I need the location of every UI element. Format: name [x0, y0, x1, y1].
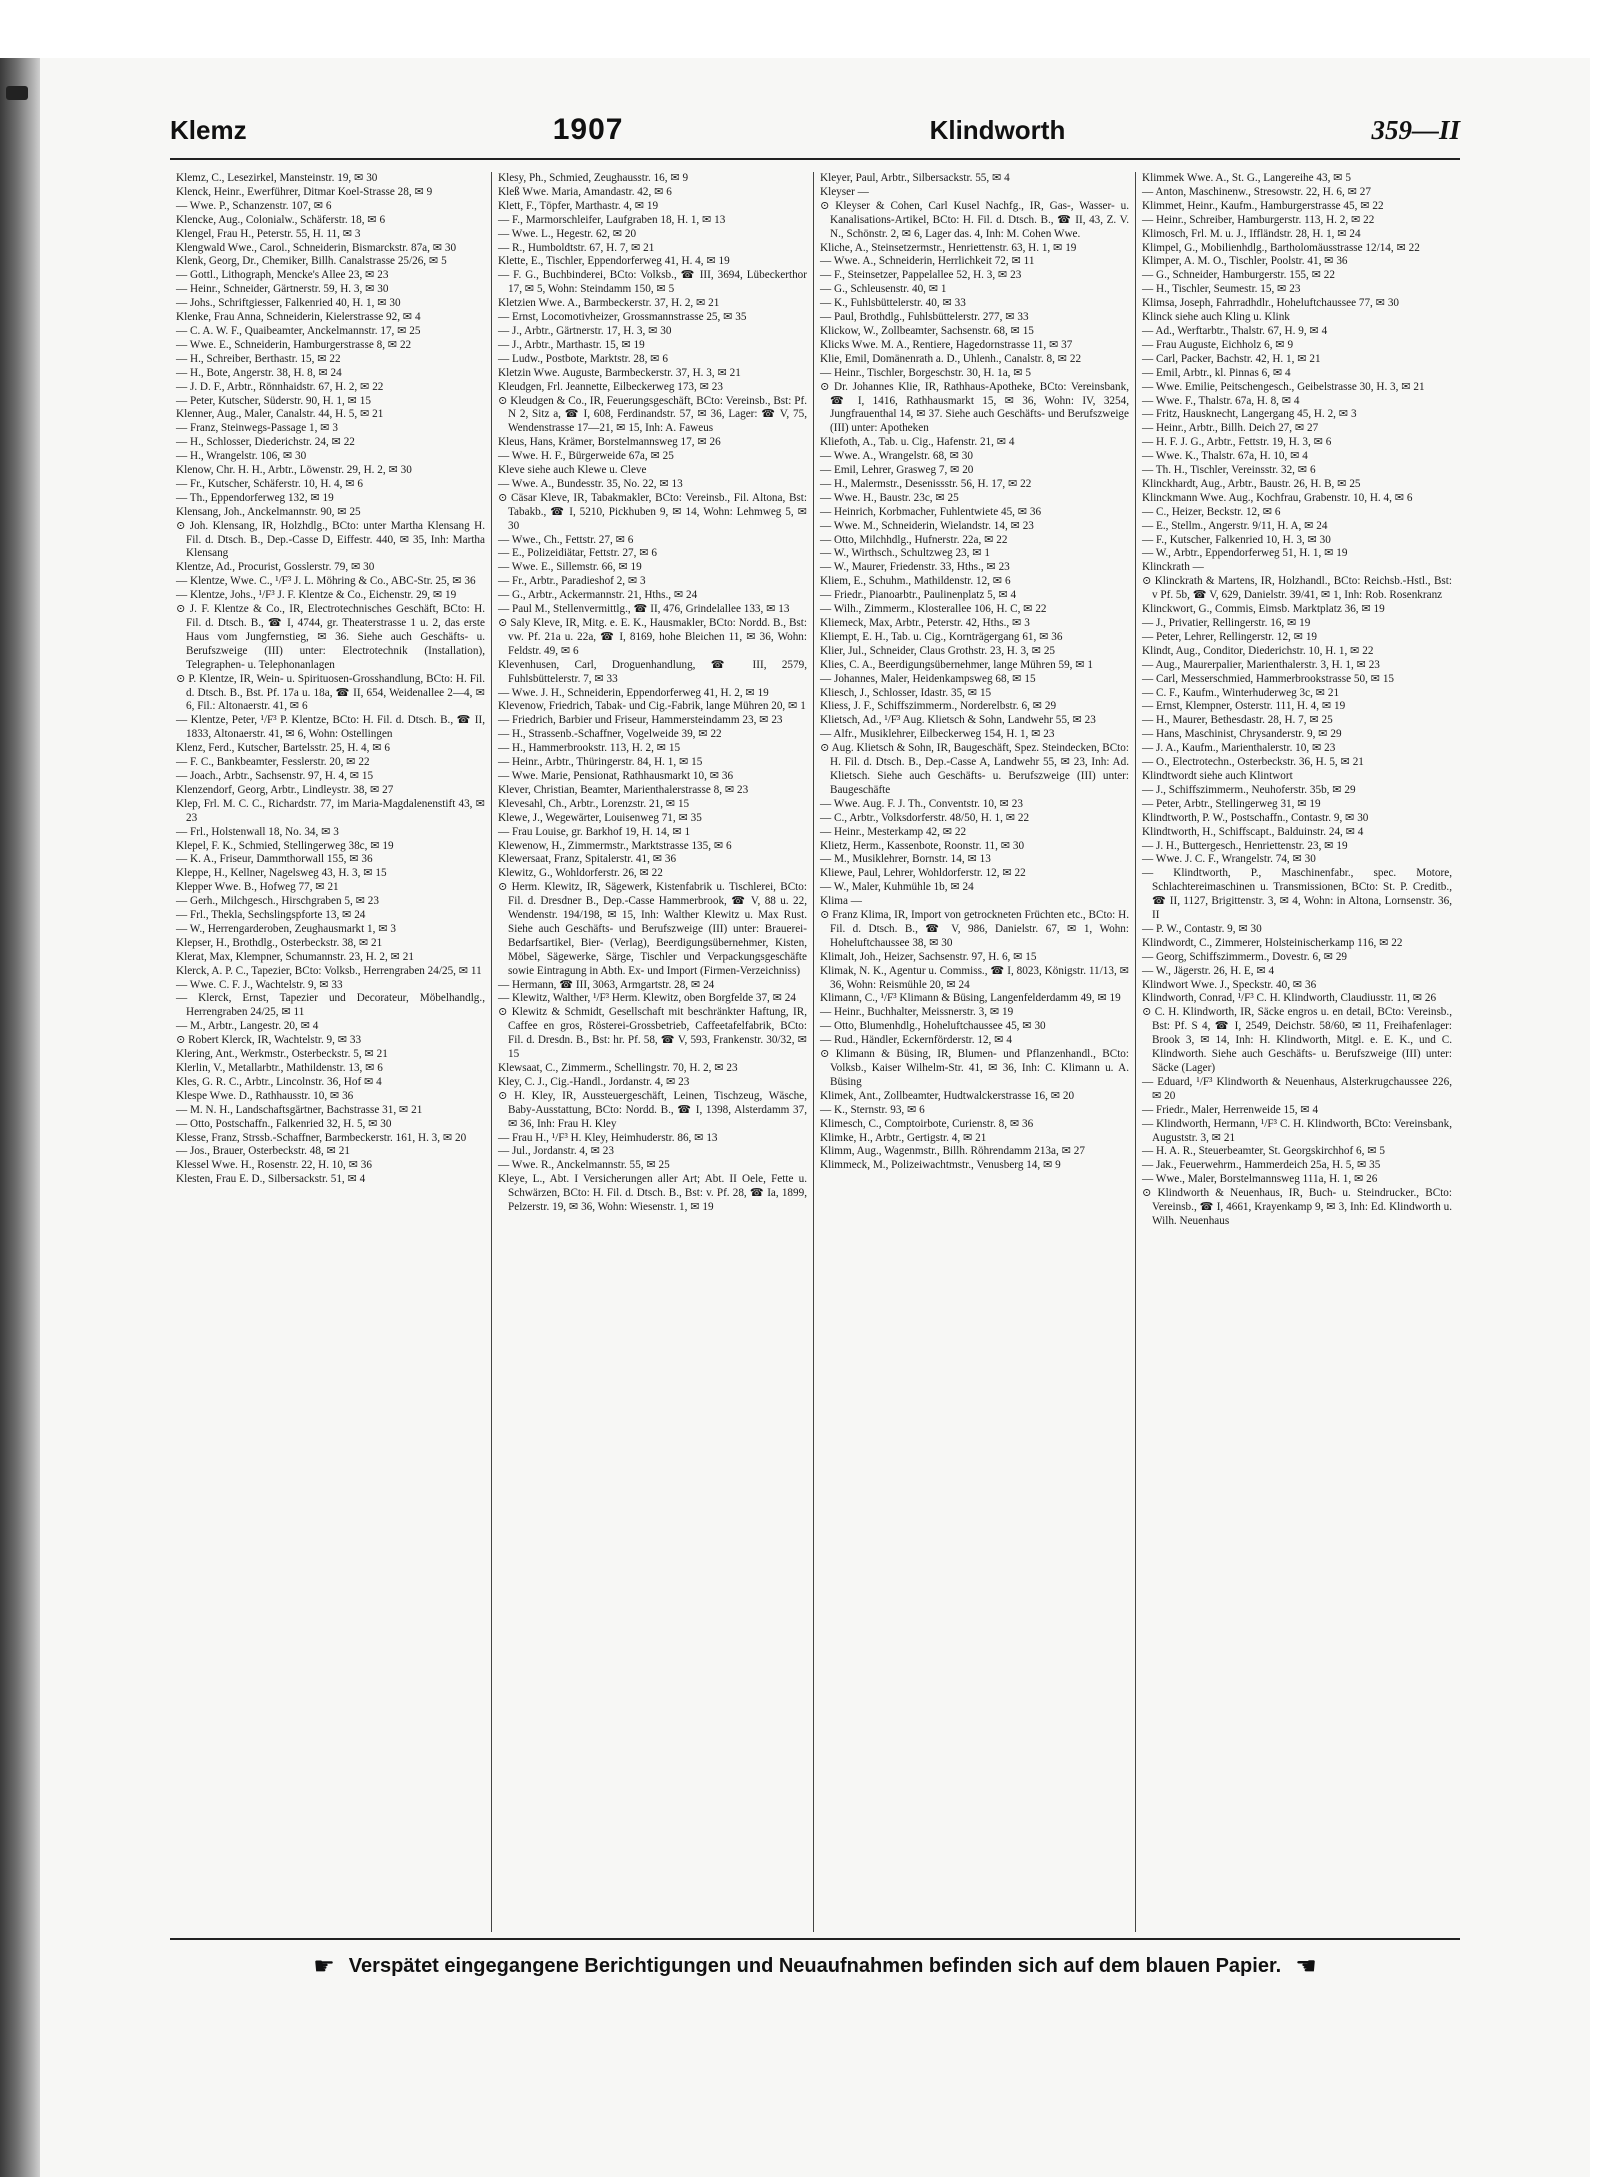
directory-entry: — J. D. F., Arbtr., Rönnhaidstr. 67, H. 2, ✉ 22	[176, 380, 384, 393]
column-4	[1136, 172, 1458, 1932]
directory-entry: Klensang, Joh., Anckelmannstr. 90, ✉ 25	[176, 505, 361, 518]
directory-entry: Klencke, Aug., Colonialw., Schäferstr. 18, ✉ 6	[176, 213, 386, 226]
directory-entry: ⊙ Herm. Klewitz, IR, Sägewerk, Kistenfabrik u. Tischlerei, BCto: Fil. d. Dresdner B., Dep.-Casse Hammerbrook, ☎ V, 88 u. 22, Wendenstr. 194/198, ✉ 15, Inh: Walther Klewitz u. Max Rust. Siehe auch Geschäfts- und Berufszweige (III) unter: Brauerei-Bedarfsartikel, Bier- (Verlag), Beerdigungsübernehmer, Kisten, Möbel, Sägewerke, Särge, Tischler und Verpackungsgeschäfte sowie Eintragung in Abth. Ex- und Import (Firmen-Verzeichniss)	[498, 881, 807, 977]
directory-entry: Klenner, Aug., Maler, Canalstr. 44, H. 5, ✉ 21	[176, 408, 384, 421]
directory-entry: Klicks Wwe. M. A., Rentiere, Hagedornstrasse 11, ✉ 37	[820, 338, 1073, 351]
directory-entry: — Wilh., Zimmerm., Klosterallee 106, H. C, ✉ 22	[820, 603, 1047, 616]
directory-entry: Klindwordt, C., Zimmerer, Holsteinischerkamp 116, ✉ 22	[1142, 936, 1403, 949]
directory-entry: — Gottl., Lithograph, Mencke's Allee 23, ✉ 23	[176, 269, 389, 282]
directory-entry: — Klerck, Ernst, Tapezier und Decorateur, Möbelhandlg., Herrengraben 24/25, ✉ 11	[176, 992, 485, 1019]
directory-entry: — Heinr., Schreiber, Hamburgerstr. 113, H. 2, ✉ 22	[1142, 213, 1375, 226]
page-number: 359—II	[1371, 114, 1460, 145]
directory-entry: Klette, E., Tischler, Eppendorferweg 41, H. 4, ✉ 19	[498, 255, 730, 268]
directory-entry: — Klindtworth, P., Maschinenfabr., spec. Motore, Schlachtereimaschinen u. Transmissionen, BCto: St. P. Creditb., ☎ II, 1127, Brigittenstr. 3, ✉ 4, Wohn: in Altona, Lornsenstr. 36, II	[1142, 867, 1452, 922]
header-rule	[170, 158, 1460, 160]
directory-entry: — H. F. J. G., Arbtr., Fettstr. 19, H. 3, ✉ 6	[1142, 436, 1332, 449]
scan-edge	[0, 58, 40, 2177]
pointing-hand-icon-right: ☚	[1295, 1952, 1317, 1980]
directory-entry: Klindt, Aug., Conditor, Diederichstr. 10, H. 1, ✉ 22	[1142, 644, 1374, 657]
directory-entry: — Fr., Kutscher, Schäferstr. 10, H. 4, ✉ 6	[176, 477, 363, 490]
directory-entry: Klenz, Ferd., Kutscher, Bartelsstr. 25, H. 4, ✉ 6	[176, 742, 390, 755]
directory-entry: Klerlin, V., Metallarbtr., Mathildenstr. 13, ✉ 6	[176, 1062, 383, 1074]
directory-entry: Kleyser —	[820, 185, 869, 198]
directory-entry: ⊙ C. H. Klindworth, IR, Säcke engros u. en detail, BCto: Vereinsb., Bst: Pf. S 4, ☎ I, 2549, Deichstr. 58/60, ✉ 11, Freihafenlager: Brook 3, ✉ 14, Inh: H. Klindworth, Mitgl. e. E. K., und C. Klindworth. Siehe auch Geschäfts- u. Berufszweige (III) unter: Säcke (Lager)	[1142, 1006, 1452, 1074]
directory-entry: Kleye, L., Abt. I Versicherungen aller Art; Abt. II Oele, Fette u. Schwärzen, BCto: H. Fil. d. Dtsch. B., Bst: v. Pf. 28, ☎ Ia, 1899, Pelzerstr. 19, ✉ 36, Wohn: Wiesenstr. 1, ✉ 19	[498, 1173, 807, 1214]
binding-mark	[6, 86, 28, 100]
directory-entry: — Eduard, ¹/F³ Klindworth & Neuenhaus, Alsterkrugchaussee 226, ✉ 20	[1142, 1075, 1452, 1102]
directory-entry: Klenzendorf, Georg, Arbtr., Lindleystr. 38, ✉ 27	[176, 783, 394, 796]
directory-entry: — R., Humboldtstr. 67, H. 7, ✉ 21	[498, 241, 655, 254]
directory-entry: Klickow, W., Zollbeamter, Sachsenstr. 68, ✉ 15	[820, 324, 1034, 337]
directory-entry: — Paul M., Stellenvermittlg., ☎ II, 476, Grindelallee 133, ✉ 13	[498, 603, 790, 616]
directory-entry: Klevesahl, Ch., Arbtr., Lorenzstr. 21, ✉ 15	[498, 797, 690, 810]
directory-entry: Klimek, Ant., Zollbeamter, Hudtwalckerstrasse 16, ✉ 20	[820, 1089, 1075, 1102]
directory-entry: Kleve siehe auch Klewe u. Cleve	[498, 464, 647, 477]
directory-entry: — Wwe. J. H., Schneiderin, Eppendorferweg 41, H. 2, ✉ 19	[498, 686, 769, 699]
directory-entry: — H., Schreiber, Berthastr. 15, ✉ 22	[176, 352, 341, 365]
directory-entry: Kleudgen, Frl. Jeannette, Eilbeckerweg 173, ✉ 23	[498, 380, 723, 393]
directory-entry: — M. N. H., Landschaftsgärtner, Bachstrasse 31, ✉ 21	[176, 1103, 423, 1116]
directory-entry: Klimper, A. M. O., Tischler, Poolstr. 41, ✉ 36	[1142, 255, 1348, 268]
directory-entry: — Wwe. A., Wrangelstr. 68, ✉ 30	[820, 450, 973, 463]
directory-entry: Klengwald Wwe., Carol., Schneiderin, Bismarckstr. 87a, ✉ 30	[176, 241, 457, 254]
directory-entry: Klenke, Frau Anna, Schneiderin, Kielerstrasse 92, ✉ 4	[176, 311, 421, 324]
directory-entry: Kles, G. R. C., Arbtr., Lincolnstr. 36, Hof ✉ 4	[176, 1075, 382, 1088]
directory-entry: Klie, Emil, Domänenrath a. D., Uhlenh., Canalstr. 8, ✉ 22	[820, 352, 1082, 365]
directory-entry: — Emil, Arbtr., kl. Pinnas 6, ✉ 4	[1142, 366, 1291, 379]
directory-entry: — Wwe. L., Hegestr. 62, ✉ 20	[498, 227, 637, 240]
directory-entry: — Aug., Maurerpalier, Marienthalerstr. 3, H. 1, ✉ 23	[1142, 658, 1380, 671]
directory-entry: — F. G., Buchbinderei, BCto: Volksb., ☎ III, 3694, Lübeckerthor 17, ✉ 5, Wohn: Steindamm 150, ✉ 5	[498, 269, 807, 296]
directory-entry: — W., Wirthsch., Schultzweg 23, ✉ 1	[820, 547, 990, 560]
directory-entry: Klentze, Ad., Procurist, Gosslerstr. 79, ✉ 30	[176, 561, 375, 574]
directory-entry: — J., Arbtr., Gärtnerstr. 17, H. 3, ✉ 30	[498, 324, 672, 337]
directory-entry: — Jos., Brauer, Osterbeckstr. 48, ✉ 21	[176, 1145, 350, 1158]
directory-entry: ⊙ Saly Kleve, IR, Mitg. e. E. K., Hausmakler, BCto: Nordd. B., Bst: vw. Pf. 21a u. 22a, ☎ I, 8169, hohe Bleichen 11, ✉ 36, Wohn: Feldstr. 49, ✉ 6	[498, 617, 807, 657]
directory-entry: ⊙ Franz Klima, IR, Import von getrockneten Früchten etc., BCto: H. Fil. d. Dtsch. B., ☎ V, 986, Danielstr. 67, ✉ 1, Wohn: Hoheluftchaussee 38, ✉ 30	[820, 909, 1129, 949]
directory-entry: — J., Arbtr., Marthastr. 15, ✉ 19	[498, 338, 645, 351]
directory-entry: — Friedr., Maler, Herrenweide 15, ✉ 4	[1142, 1103, 1319, 1116]
column-2	[492, 172, 814, 1932]
directory-entry: — K., Sternstr. 93, ✉ 6	[820, 1103, 925, 1116]
directory-entry: — Wwe., Maler, Borstelmannsweg 111a, H. 1, ✉ 26	[1142, 1173, 1378, 1186]
directory-entry: Klespe Wwe. D., Rathhausstr. 10, ✉ 36	[176, 1089, 354, 1102]
directory-entry: Kliefoth, A., Tab. u. Cig., Hafenstr. 21, ✉ 4	[820, 436, 1015, 449]
directory-entry: Kliempt, E. H., Tab. u. Cig., Kornträgergang 61, ✉ 36	[820, 630, 1063, 643]
directory-entry: Klewsaat, C., Zimmerm., Schellingstr. 70, H. 2, ✉ 23	[498, 1062, 738, 1074]
directory-entry: Klimke, H., Arbtr., Gertigstr. 4, ✉ 21	[820, 1131, 987, 1144]
directory-entry: Kleyer, Paul, Arbtr., Silbersackstr. 55, ✉ 4	[820, 172, 1010, 184]
directory-entry: ⊙ Klewitz & Schmidt, Gesellschaft mit beschränkter Haftung, IR, Caffee en gros, Rösterei-Grossbetrieb, Caffeetafelfabrik, BCto: Fil. d. Dresdn. B., Bst: hr. Pf. 58, ☎ V, 593, Frankenstr. 30/32, ✉ 15	[498, 1006, 807, 1061]
directory-entry: ⊙ Klindworth & Neuenhaus, IR, Buch- u. Steindrucker., BCto: Vereinsb., ☎ I, 4661, Krayenkamp 9, ✉ 3, Inh: Ed. Klindworth u. Wilh. Neuenhaus	[1142, 1187, 1452, 1227]
directory-entry: Klimpel, G., Mobilienhdlg., Bartholomäusstrasse 12/14, ✉ 22	[1142, 241, 1420, 254]
directory-entry: — Th., Eppendorferweg 132, ✉ 19	[176, 491, 334, 504]
directory-entry: — H., Strassenb.-Schaffner, Vogelweide 39, ✉ 22	[498, 728, 722, 741]
directory-entry: — W., Arbtr., Eppendorferweg 51, H. 1, ✉ 19	[1142, 547, 1348, 560]
directory-entry: Kleppe, H., Kellner, Nagelsweg 43, H. 3, ✉ 15	[176, 867, 387, 880]
directory-entry: — Carl, Packer, Bachstr. 42, H. 1, ✉ 21	[1142, 352, 1321, 365]
directory-entry: — Fr., Arbtr., Paradieshof 2, ✉ 3	[498, 575, 646, 588]
directory-entry: — G., Schneider, Hamburgerstr. 155, ✉ 22	[1142, 269, 1335, 282]
directory-entry: Klesse, Franz, Strssb.-Schaffner, Barmbeckerstr. 161, H. 3, ✉ 20	[176, 1131, 467, 1144]
directory-entry: — F., Steinsetzer, Pappelallee 52, H. 3, ✉ 23	[820, 269, 1022, 282]
directory-entry: — H., Schlosser, Diederichstr. 24, ✉ 22	[176, 436, 355, 449]
directory-entry: — Jul., Jordanstr. 4, ✉ 23	[498, 1145, 614, 1158]
directory-entry: ⊙ Robert Klerck, IR, Wachtelstr. 9, ✉ 33	[176, 1034, 362, 1047]
directory-entry: — Joach., Arbtr., Sachsenstr. 97, H. 4, ✉ 15	[176, 769, 374, 782]
directory-entry: — Heinr., Schneider, Gärtnerstr. 59, H. 3, ✉ 30	[176, 283, 389, 296]
directory-entry: Klimann, C., ¹/F³ Klimann & Büsing, Langenfelderdamm 49, ✉ 19	[820, 992, 1121, 1005]
directory-entry: — H., Hammerbrookstr. 113, H. 2, ✉ 15	[498, 742, 681, 755]
directory-entry: — Wwe. A., Schneiderin, Herrlichkeit 72, ✉ 11	[820, 255, 1035, 268]
directory-entry: Kliche, A., Steinsetzermstr., Henriettenstr. 63, H. 1, ✉ 19	[820, 241, 1077, 254]
directory-entry: — Klentze, Peter, ¹/F³ P. Klentze, BCto: H. Fil. d. Dtsch. B., ☎ II, 1833, Altonaerstr. 41, ✉ 6, Wohn: Ostellingen	[176, 714, 485, 741]
directory-entry: — Otto, Blumenhdlg., Hoheluftchaussee 45, ✉ 30	[820, 1020, 1046, 1033]
directory-entry: — Wwe. E., Sillemstr. 66, ✉ 19	[498, 561, 642, 574]
directory-entry: Klepser, H., Brothdlg., Osterbeckstr. 38, ✉ 21	[176, 936, 383, 949]
directory-entry: — Rud., Händler, Eckernförderstr. 12, ✉ 4	[820, 1034, 1012, 1047]
directory-entry: ⊙ Kleyser & Cohen, Carl Kusel Nachfg., IR, Gas-, Wasser- u. Kanalisations-Artikel, BCto: H. Fil. d. Dtsch. B., ☎ II, 43, Z. V. N., Schönstr. 2, ✉ 6, Lager das. 4, Inh: M. Cohen Wwe.	[820, 199, 1129, 240]
directory-entry: Klewe, J., Wegewärter, Louisenweg 71, ✉ 35	[498, 811, 702, 824]
directory-entry: Klessel Wwe. H., Rosenstr. 22, H. 10, ✉ 36	[176, 1159, 372, 1172]
column-3	[814, 172, 1136, 1932]
directory-entry: — W., Herrengarderoben, Zeughausmarkt 1, ✉ 3	[176, 922, 397, 935]
directory-entry: — Ernst, Locomotivheizer, Grossmannstrasse 25, ✉ 35	[498, 311, 747, 324]
directory-entry: — Fritz, Hausknecht, Langergang 45, H. 2, ✉ 3	[1142, 408, 1357, 421]
directory-entry: — Wwe. Aug. F. J. Th., Conventstr. 10, ✉ 23	[820, 797, 1023, 810]
directory-entry: — Frau Louise, gr. Barkhof 19, H. 14, ✉ 1	[498, 825, 691, 838]
directory-entry: — Klentze, Wwe. C., ¹/F³ J. L. Möhring & Co., ABC-Str. 25, ✉ 36	[176, 575, 476, 588]
directory-entry: — J. H., Buttergesch., Henriettenstr. 23, ✉ 19	[1142, 839, 1348, 852]
directory-entry: — Wwe. K., Thalstr. 67a, H. 10, ✉ 4	[1142, 450, 1308, 463]
directory-entry: Klies, C. A., Beerdigungsübernehmer, lange Mühren 59, ✉ 1	[820, 658, 1094, 671]
directory-entry: — Friedr., Pianoarbtr., Paulinenplatz 5, ✉ 4	[820, 589, 1017, 602]
directory-entry: — M., Musiklehrer, Bornstr. 14, ✉ 13	[820, 853, 991, 866]
directory-entry: Klinckhardt, Aug., Arbtr., Baustr. 26, H. B, ✉ 25	[1142, 477, 1361, 490]
directory-entry: Klengel, Frau H., Peterstr. 55, H. 11, ✉ 3	[176, 227, 361, 240]
footer-text: Verspätet eingegangene Berichtigungen und Neuaufnahmen befinden sich auf dem blauen Papier.	[348, 1954, 1282, 1977]
directory-entry: Klenk, Georg, Dr., Chemiker, Billh. Canalstrasse 25/26, ✉ 5	[176, 255, 447, 268]
directory-entry: Kleß Wwe. Maria, Amandastr. 42, ✉ 6	[498, 185, 672, 198]
directory-entry: — Hermann, ☎ III, 3063, Armgartstr. 28, ✉ 24	[498, 978, 715, 991]
directory-entry: — K., Fuhlsbüttelerstr. 40, ✉ 33	[820, 297, 966, 310]
directory-entry: Klimesch, C., Comptoirbote, Curienstr. 8, ✉ 36	[820, 1117, 1034, 1130]
directory-entry: — C. A. W. F., Quaibeamter, Anckelmannstr. 17, ✉ 25	[176, 324, 421, 337]
directory-entry: Klinckrath —	[1142, 561, 1204, 574]
directory-entry: — Wwe. Emilie, Peitschengesch., Geibelstrasse 30, H. 3, ✉ 21	[1142, 380, 1425, 393]
directory-entry: — Wwe. H., Baustr. 23c, ✉ 25	[820, 491, 959, 504]
directory-entry: — Hans, Maschinist, Chrysanderstr. 9, ✉ 29	[1142, 728, 1342, 741]
directory-entry: — P. W., Contastr. 9, ✉ 30	[1142, 922, 1262, 935]
directory-entry: — Ludw., Postbote, Marktstr. 28, ✉ 6	[498, 352, 668, 365]
directory-entry: — Heinrich, Korbmacher, Fuhlentwiete 45, ✉ 36	[820, 505, 1042, 518]
directory-entry: — Otto, Milchhdlg., Hufnerstr. 22a, ✉ 22	[820, 533, 1008, 546]
directory-entry: — Wwe. F., Thalstr. 67a, H. 8, ✉ 4	[1142, 394, 1300, 407]
directory-entry: Klindtworth, P. W., Postschaffn., Contastr. 9, ✉ 30	[1142, 811, 1369, 824]
directory-entry: Klietsch, Ad., ¹/F³ Aug. Klietsch & Sohn, Landwehr 55, ✉ 23	[820, 714, 1096, 727]
directory-entry: Klewersaat, Franz, Spitalerstr. 41, ✉ 36	[498, 853, 677, 866]
directory-entry: Klinckwort, G., Commis, Eimsb. Marktplatz 36, ✉ 19	[1142, 603, 1385, 616]
directory-entry: — H., Malermstr., Desenissstr. 56, H. 17, ✉ 22	[820, 477, 1032, 490]
directory-entry: — Ad., Werftarbtr., Thalstr. 67, H. 9, ✉ 4	[1142, 324, 1328, 337]
directory-entry: — O., Electrotechn., Osterbeckstr. 36, H. 5, ✉ 21	[1142, 756, 1364, 769]
header-right: Klindworth	[929, 114, 1066, 145]
directory-entry: Klimsa, Joseph, Fahrradhdlr., Hoheluftchaussee 77, ✉ 30	[1142, 297, 1400, 310]
directory-entry: — Heinr., Buchhalter, Meissnerstr. 3, ✉ 19	[820, 1006, 1014, 1019]
directory-columns	[170, 172, 1460, 1932]
header-year: 1907	[552, 113, 624, 146]
directory-entry: — Georg, Schiffszimmerm., Dovestr. 6, ✉ 29	[1142, 950, 1348, 963]
directory-entry: — Klewitz, Walther, ¹/F³ Herm. Klewitz, oben Borgfelde 37, ✉ 24	[498, 992, 796, 1005]
directory-entry: Klietz, Herm., Kassenbote, Roonstr. 11, ✉ 30	[820, 839, 1025, 852]
directory-entry: — E., Stellm., Angerstr. 9/11, H. A, ✉ 24	[1142, 519, 1328, 532]
directory-entry: — Otto, Postschaffn., Falkenried 32, H. 5, ✉ 30	[176, 1117, 392, 1130]
directory-entry: — H., Tischler, Seumestr. 15, ✉ 23	[1142, 283, 1301, 296]
directory-entry: Klering, Ant., Werkmstr., Osterbeckstr. 5, ✉ 21	[176, 1048, 388, 1061]
directory-entry: — Klentze, Johs., ¹/F³ J. F. Klentze & Co., Eichenstr. 29, ✉ 19	[176, 589, 457, 602]
directory-entry: ⊙ Aug. Klietsch & Sohn, IR, Baugeschäft, Spez. Steindecken, BCto: H. Fil. d. Dtsch. B., Dep.-Casse A, Landwehr 55, ✉ 23, Inh: Ad. Klietsch. Siehe auch Geschäfts- u. Berufszweige (III) unter: Baugeschäfte	[820, 742, 1129, 796]
directory-entry: Klenck, Heinr., Ewerführer, Ditmar Koel-Strasse 28, ✉ 9	[176, 185, 433, 198]
footer-notice	[170, 1948, 1460, 1984]
directory-entry: — H., Bote, Angerstr. 38, H. 8, ✉ 24	[176, 366, 342, 379]
directory-entry: Klindtwordt siehe auch Klintwort	[1142, 769, 1293, 782]
directory-entry: ⊙ H. Kley, IR, Aussteuergeschäft, Leinen, Tischzeug, Wäsche, Baby-Ausstattung, BCto: Nordd. B., ☎ I, 1398, Alsterdamm 37, ✉ 36, Inh: Frau H. Kley	[498, 1089, 807, 1130]
directory-entry: Klindworth, Conrad, ¹/F³ C. H. Klindworth, Claudiusstr. 11, ✉ 26	[1142, 992, 1437, 1005]
directory-entry: Klima —	[820, 895, 862, 908]
directory-entry: Klindtworth, H., Schiffscapt., Balduinstr. 24, ✉ 4	[1142, 825, 1364, 838]
directory-entry: — Peter, Arbtr., Stellingerweg 31, ✉ 19	[1142, 797, 1321, 810]
directory-entry: Klewenow, H., Zimmermstr., Marktstrasse 135, ✉ 6	[498, 839, 732, 852]
directory-entry: — Ernst, Klempner, Osterstr. 111, H. 4, ✉ 19	[1142, 700, 1346, 713]
directory-entry: — Carl, Messerschmied, Hammerbrookstrasse 50, ✉ 15	[1142, 672, 1395, 685]
directory-entry: Klepper Wwe. B., Hofweg 77, ✉ 21	[176, 881, 339, 894]
directory-entry: — Wwe. M., Schneiderin, Wielandstr. 14, ✉ 23	[820, 519, 1034, 532]
directory-entry: — Heinr., Tischler, Borgeschstr. 30, H. 1a, ✉ 5	[820, 366, 1032, 379]
directory-entry: — G., Schleusenstr. 40, ✉ 1	[820, 283, 947, 296]
directory-entry: — M., Arbtr., Langestr. 20, ✉ 4	[176, 1020, 319, 1033]
directory-entry: — G., Arbtr., Ackermannstr. 21, Hths., ✉ 24	[498, 589, 698, 602]
directory-entry: — C. F., Kaufm., Winterhuderweg 3c, ✉ 21	[1142, 686, 1340, 699]
directory-entry: — Wwe. E., Schneiderin, Hamburgerstrasse 8, ✉ 22	[176, 338, 412, 351]
directory-entry: Kliess, J. F., Schiffszimmerm., Norderelbstr. 6, ✉ 29	[820, 700, 1057, 713]
directory-entry: — Wwe. P., Schanzenstr. 107, ✉ 6	[176, 199, 332, 212]
directory-entry: Klimalt, Joh., Heizer, Sachsenstr. 97, H. 6, ✉ 15	[820, 950, 1037, 963]
directory-entry: Klimmek Wwe. A., St. G., Langereihe 43, ✉ 5	[1142, 172, 1351, 184]
directory-entry: — Anton, Maschinenw., Stresowstr. 22, H. 6, ✉ 27	[1142, 185, 1371, 198]
directory-entry: — Jak., Feuerwehrm., Hammerdeich 25a, H. 5, ✉ 35	[1142, 1159, 1381, 1172]
directory-entry: Klever, Christian, Beamter, Marienthalerstrasse 8, ✉ 23	[498, 783, 749, 796]
directory-entry: — C., Heizer, Beckstr. 12, ✉ 6	[1142, 505, 1281, 518]
directory-entry: — Klindworth, Hermann, ¹/F³ C. H. Klindworth, BCto: Vereinsbank, Auguststr. 3, ✉ 21	[1142, 1117, 1452, 1144]
column-1	[170, 172, 492, 1932]
directory-entry: — Johannes, Maler, Heidenkampsweg 68, ✉ 15	[820, 672, 1036, 685]
footer-rule	[170, 1938, 1460, 1940]
directory-entry: — J., Schiffszimmerm., Neuhoferstr. 35b, ✉ 29	[1142, 783, 1356, 796]
directory-entry: — E., Polizeidiätar, Fettstr. 27, ✉ 6	[498, 547, 658, 560]
directory-entry: ⊙ Klinckrath & Martens, IR, Holzhandl., BCto: Reichsb.-Hstl., Bst: v Pf. 5b, ☎ V, 629, Danielstr. 39/41, ✉ 1, Inh: Rob. Rosenkranz	[1142, 575, 1452, 602]
directory-entry: — Wwe. H. F., Bürgerweide 67a, ✉ 25	[498, 450, 674, 463]
directory-entry: — W., Jägerstr. 26, H. E, ✉ 4	[1142, 964, 1275, 977]
directory-entry: Klerck, A. P. C., Tapezier, BCto: Volksb., Herrengraben 24/25, ✉ 11	[176, 964, 482, 977]
directory-entry: ⊙ P. Klentze, IR, Wein- u. Spirituosen-Grosshandlung, BCto: H. Fil. d. Dtsch. B., Bst. Pf. 17a u. 18a, ☎ II, 654, Weidenallee 2—4, ✉ 6, Fil.: Altonaerstr. 41, ✉ 6	[176, 672, 485, 713]
directory-entry: Klesy, Ph., Schmied, Zeughausstr. 16, ✉ 9	[498, 172, 689, 184]
directory-entry: — Peter, Lehrer, Rellingerstr. 12, ✉ 19	[1142, 630, 1318, 643]
directory-entry: — J. A., Kaufm., Marienthalerstr. 10, ✉ 23	[1142, 742, 1336, 755]
directory-entry: ⊙ J. F. Klentze & Co., IR, Electrotechnisches Geschäft, BCto: H. Fil. d. Dtsch. B., ☎ I, 4744, gr. Theaterstrasse 1 u. 2, das erste Haus vom Jungfernstieg, ✉ 36. Siehe auch Geschäfts- u. Berufszweige (III) unter: Electrotechnik (Installation), Telegraphen- u. Telephonanlagen	[176, 603, 485, 671]
directory-entry: — Wwe. C. F. J., Wachtelstr. 9, ✉ 33	[176, 978, 343, 991]
directory-entry: — K. A., Friseur, Dammthorwall 155, ✉ 36	[176, 853, 373, 866]
directory-entry: Kletzien Wwe. A., Barmbeckerstr. 37, H. 2, ✉ 21	[498, 297, 720, 310]
directory-entry: — H., Maurer, Bethesdastr. 28, H. 7, ✉ 25	[1142, 714, 1333, 727]
directory-entry: — Wwe. A., Bundesstr. 35, No. 22, ✉ 13	[498, 477, 683, 490]
directory-entry: — Frau Auguste, Eichholz 6, ✉ 9	[1142, 338, 1294, 351]
directory-entry: Klier, Jul., Schneider, Claus Grothstr. 23, H. 3, ✉ 25	[820, 644, 1056, 657]
directory-entry: Klimak, N. K., Agentur u. Commiss., ☎ I, 8023, Königstr. 11/13, ✉ 36, Wohn: Reismühle 20, ✉ 24	[820, 964, 1129, 991]
directory-entry: Klimmeck, M., Polizeiwachtmstr., Venusberg 14, ✉ 9	[820, 1159, 1061, 1172]
directory-entry: — Emil, Lehrer, Grasweg 7, ✉ 20	[820, 464, 974, 477]
directory-entry: Klesten, Frau E. D., Silbersackstr. 51, ✉ 4	[176, 1173, 366, 1186]
directory-entry: — H. A. R., Steuerbeamter, St. Georgskirchhof 6, ✉ 5	[1142, 1145, 1385, 1158]
directory-entry: — Heinr., Arbtr., Thüringerstr. 84, H. 1, ✉ 15	[498, 756, 703, 769]
directory-entry: Klevenhusen, Carl, Droguenhandlung, ☎ III, 2579, Fuhlsbüttelerstr. 7, ✉ 33	[498, 658, 807, 685]
directory-entry: Klindwort Wwe. J., Speckstr. 40, ✉ 36	[1142, 978, 1317, 991]
directory-entry: — Frl., Thekla, Sechslingspforte 13, ✉ 24	[176, 909, 366, 922]
directory-entry: — Gerh., Milchgesch., Hirschgraben 5, ✉ 23	[176, 895, 379, 908]
directory-entry: Kley, C. J., Cig.-Handl., Jordanstr. 4, ✉ 23	[498, 1075, 690, 1088]
directory-entry: Klinck siehe auch Kling u. Klink	[1142, 311, 1290, 324]
directory-entry: — C., Arbtr., Volksdorferstr. 48/50, H. 1, ✉ 22	[820, 811, 1030, 824]
directory-entry: — F., Kutscher, Falkenried 10, H. 3, ✉ 30	[1142, 533, 1331, 546]
directory-entry: Klimm, Aug., Wagenmstr., Billh. Röhrendamm 213a, ✉ 27	[820, 1145, 1085, 1158]
directory-entry: — F. C., Bankbeamter, Fesslerstr. 20, ✉ 22	[176, 756, 370, 769]
directory-entry: — F., Marmorschleifer, Laufgraben 18, H. 1, ✉ 13	[498, 213, 726, 226]
directory-entry: — J., Privatier, Rellingerstr. 16, ✉ 19	[1142, 617, 1311, 629]
directory-entry: Kleus, Hans, Krämer, Borstelmannsweg 17, ✉ 26	[498, 436, 721, 449]
directory-entry: Klewitz, G., Wohldorferstr. 26, ✉ 22	[498, 867, 663, 880]
directory-entry: — Peter, Kutscher, Süderstr. 90, H. 1, ✉ 15	[176, 394, 371, 407]
directory-entry: — Wwe. R., Anckelmannstr. 55, ✉ 25	[498, 1159, 670, 1172]
directory-entry: Klevenow, Friedrich, Tabak- und Cig.-Fabrik, lange Mühren 20, ✉ 1	[498, 700, 806, 713]
pointing-hand-icon: ☛	[313, 1952, 335, 1980]
directory-entry: — Paul, Brothdlg., Fuhlsbüttelerstr. 277, ✉ 33	[820, 311, 1029, 324]
directory-entry: — H., Wrangelstr. 106, ✉ 30	[176, 450, 307, 463]
directory-entry: Klimmet, Heinr., Kaufm., Hamburgerstrasse 45, ✉ 22	[1142, 199, 1384, 212]
directory-entry: Klinckmann Wwe. Aug., Kochfrau, Grabenstr. 10, H. 4, ✉ 6	[1142, 491, 1413, 504]
directory-entry: — Wwe. Marie, Pensionat, Rathhausmarkt 10, ✉ 36	[498, 769, 734, 782]
directory-entry: — Frau H., ¹/F³ H. Kley, Heimhuderstr. 86, ✉ 13	[498, 1131, 718, 1144]
directory-entry: Kliemeck, Max, Arbtr., Peterstr. 42, Hths., ✉ 3	[820, 617, 1030, 629]
directory-entry: — Wwe., Ch., Fettstr. 27, ✉ 6	[498, 533, 634, 546]
directory-entry: Klett, F., Töpfer, Marthastr. 4, ✉ 19	[498, 199, 659, 212]
directory-entry: Kliewe, Paul, Lehrer, Wohldorferstr. 12, ✉ 22	[820, 867, 1026, 880]
directory-entry: ⊙ Cäsar Kleve, IR, Tabakmakler, BCto: Vereinsb., Fil. Altona, Bst: Tabakb., ☎ I, 5210, Pickhuben 9, ✉ 14, Wohn: Lehmweg 5, ✉ 30	[498, 491, 807, 532]
directory-entry: — W., Maurer, Friedenstr. 33, Hths., ✉ 23	[820, 561, 1010, 574]
running-header	[170, 110, 1460, 150]
directory-entry: — Heinr., Arbtr., Billh. Deich 27, ✉ 27	[1142, 422, 1319, 435]
directory-entry: — Heinr., Mesterkamp 42, ✉ 22	[820, 825, 967, 838]
directory-entry: Kliem, E., Schuhm., Mathildenstr. 12, ✉ 6	[820, 575, 1011, 588]
directory-entry: ⊙ Joh. Klensang, IR, Holzhdlg., BCto: unter Martha Klensang H. Fil. d. Dtsch. B., Dep.-Casse D, Eiffestr. 440, ✉ 35, Inh: Martha Klensang	[176, 519, 485, 560]
directory-entry: Klepel, F. K., Schmied, Stellingerweg 38c, ✉ 19	[176, 839, 394, 852]
directory-entry: — Johs., Schriftgiesser, Falkenried 40, H. 1, ✉ 30	[176, 297, 401, 310]
directory-entry: — Wwe. J. C. F., Wrangelstr. 74, ✉ 30	[1142, 853, 1316, 866]
header-left: Klemz	[170, 114, 247, 145]
directory-entry: Klemz, C., Lesezirkel, Mansteinstr. 19, ✉ 30	[176, 172, 378, 184]
directory-entry: ⊙ Kleudgen & Co., IR, Feuerungsgeschäft, BCto: Vereinsb., Bst: Pf. N 2, Sitz a, ☎ I, 608, Ferdinandstr. 57, ✉ 36, Lager: ☎ V, 75, Wendenstrasse 17—21, ✉ 15, Inh: A. Faweus	[498, 394, 807, 435]
directory-entry: — Frl., Holstenwall 18, No. 34, ✉ 3	[176, 825, 339, 838]
directory-entry: Klerat, Max, Klempner, Schumannstr. 23, H. 2, ✉ 21	[176, 950, 414, 963]
directory-entry: ⊙ Klimann & Büsing, IR, Blumen- und Pflanzenhandl., BCto: Volksb., Kaiser Wilhelm-Str. 41, ✉ 36, Inh: C. Klimann u. A. Büsing	[820, 1048, 1129, 1088]
directory-entry: — Friedrich, Barbier und Friseur, Hammersteindamm 23, ✉ 23	[498, 714, 783, 727]
directory-entry: — W., Maler, Kuhmühle 1b, ✉ 24	[820, 881, 974, 894]
directory-entry: Kliesch, J., Schlosser, Idastr. 35, ✉ 15	[820, 686, 992, 699]
directory-entry: — Franz, Steinwegs-Passage 1, ✉ 3	[176, 422, 338, 435]
directory-entry: Klimosch, Frl. M. u. J., Iffländstr. 28, H. 1, ✉ 24	[1142, 227, 1361, 240]
directory-entry: Klep, Frl. M. C. C., Richardstr. 77, im Maria-Magdalenenstift 43, ✉ 23	[176, 797, 485, 824]
directory-entry: Kletzin Wwe. Auguste, Barmbeckerstr. 37, H. 3, ✉ 21	[498, 366, 741, 379]
directory-entry: ⊙ Dr. Johannes Klie, IR, Rathhaus-Apotheke, BCto: Vereinsbank, ☎ I, 1416, Rathhausmarkt 15, ✉ 36, Wohn: IV, 3254, Jungfrauenthal 14, ✉ 37. Siehe auch Geschäfts- und Berufszweige (III) unter: Apotheken	[820, 380, 1129, 435]
directory-entry: — Alfr., Musiklehrer, Eilbeckerweg 154, H. 1, ✉ 23	[820, 728, 1055, 741]
directory-entry: Klenow, Chr. H. H., Arbtr., Löwenstr. 29, H. 2, ✉ 30	[176, 464, 412, 477]
directory-entry: — Th. H., Tischler, Vereinsstr. 32, ✉ 6	[1142, 464, 1316, 477]
